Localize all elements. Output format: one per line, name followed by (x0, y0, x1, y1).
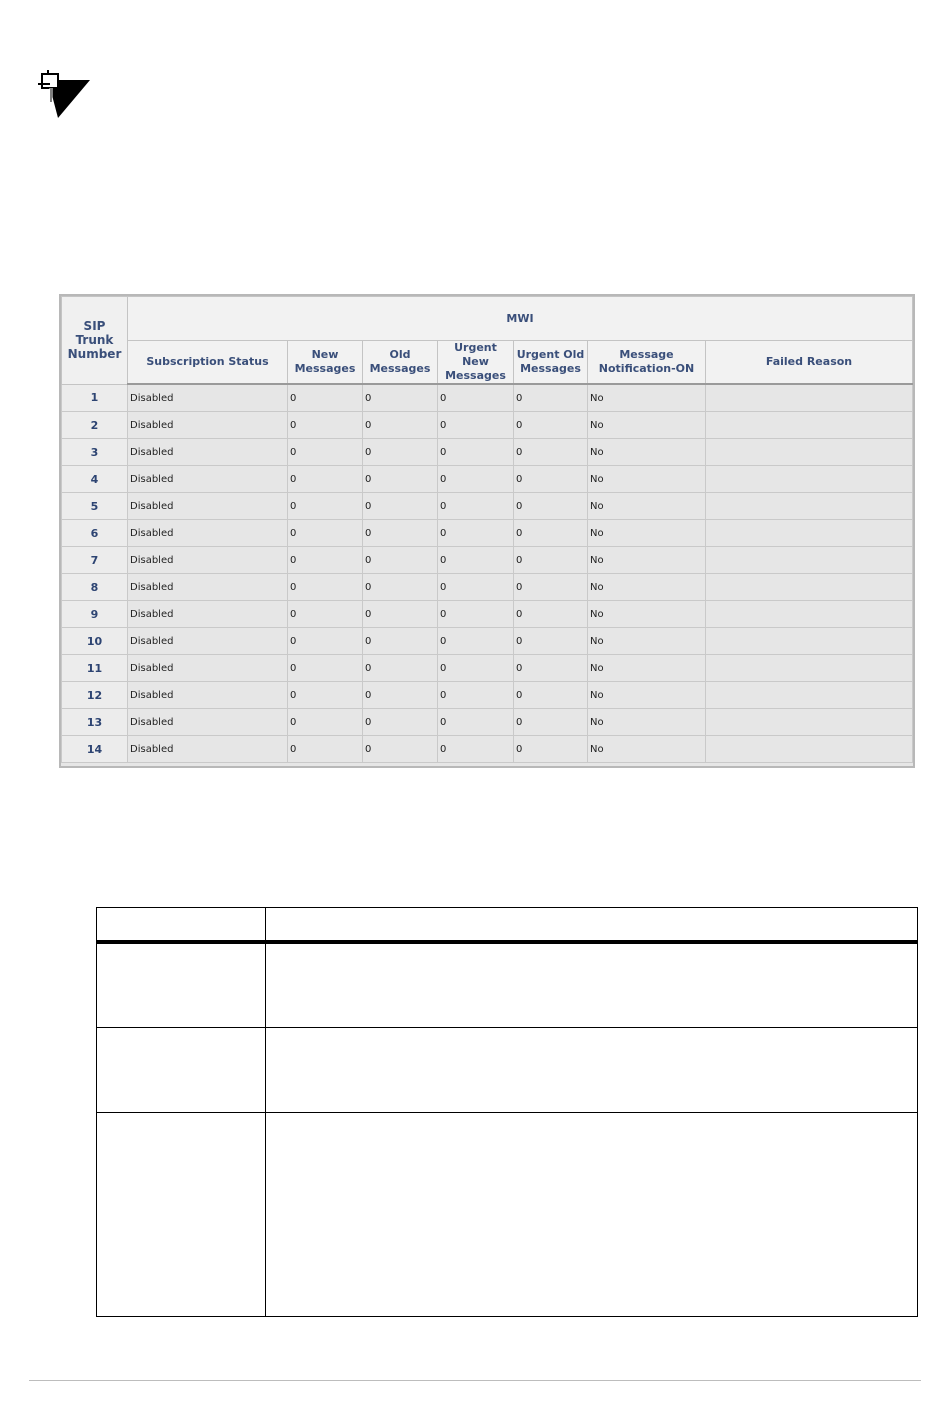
new-messages-cell: 0 (288, 601, 363, 628)
definitions-row (97, 1027, 918, 1112)
sip-trunk-number-cell: 14 (62, 736, 128, 763)
col-urgent-old-messages: Urgent Old Messages (514, 341, 588, 385)
table-row (62, 574, 913, 601)
footer-divider (29, 1380, 921, 1381)
col-message-notification-on: Message Notification-ON (588, 341, 706, 385)
message-notification-cell: No (588, 547, 706, 574)
table-row (62, 439, 913, 466)
table-row (62, 547, 913, 574)
urgent-new-messages-cell: 0 (438, 412, 514, 439)
new-messages-cell: 0 (288, 628, 363, 655)
message-notification-cell: No (588, 682, 706, 709)
failed-reason-cell (706, 682, 913, 709)
definitions-description-cell (266, 1112, 918, 1316)
urgent-old-messages-cell: 0 (514, 709, 588, 736)
failed-reason-cell (706, 736, 913, 763)
subscription-status-cell: Disabled (128, 601, 288, 628)
new-messages-cell: 0 (288, 709, 363, 736)
old-messages-cell: 0 (363, 466, 438, 493)
subscription-status-cell: Disabled (128, 736, 288, 763)
urgent-old-messages-cell: 0 (514, 547, 588, 574)
message-notification-cell: No (588, 384, 706, 412)
definitions-header-parameter (97, 908, 266, 943)
sip-trunk-number-cell: 10 (62, 628, 128, 655)
urgent-old-messages-cell: 0 (514, 493, 588, 520)
new-messages-cell: 0 (288, 384, 363, 412)
old-messages-cell: 0 (363, 682, 438, 709)
subscription-status-cell: Disabled (128, 384, 288, 412)
table-row (62, 736, 913, 763)
table-row (62, 601, 913, 628)
sip-trunk-number-cell: 4 (62, 466, 128, 493)
new-messages-cell: 0 (288, 412, 363, 439)
urgent-old-messages-cell: 0 (514, 412, 588, 439)
sip-trunk-number-cell: 9 (62, 601, 128, 628)
table-row (62, 628, 913, 655)
table-row (62, 520, 913, 547)
definitions-row (97, 942, 918, 1027)
sip-trunk-number-cell: 2 (62, 412, 128, 439)
failed-reason-cell (706, 601, 913, 628)
col-sip-trunk-number: SIP Trunk Number (62, 297, 128, 385)
table-row (62, 709, 913, 736)
old-messages-cell: 0 (363, 628, 438, 655)
sip-trunk-number-cell: 3 (62, 439, 128, 466)
failed-reason-cell (706, 628, 913, 655)
new-messages-cell: 0 (288, 574, 363, 601)
old-messages-cell: 0 (363, 384, 438, 412)
definitions-description-cell (266, 942, 918, 1027)
old-messages-cell: 0 (363, 439, 438, 466)
urgent-old-messages-cell: 0 (514, 520, 588, 547)
note-pin-icon (34, 70, 92, 120)
failed-reason-cell (706, 466, 913, 493)
message-notification-cell: No (588, 709, 706, 736)
message-notification-cell: No (588, 493, 706, 520)
mwi-status-table (61, 296, 913, 763)
subscription-status-cell: Disabled (128, 682, 288, 709)
urgent-new-messages-cell: 0 (438, 384, 514, 412)
definitions-table (96, 907, 918, 1317)
col-old-messages: Old Messages (363, 341, 438, 385)
new-messages-cell: 0 (288, 439, 363, 466)
table-row (62, 493, 913, 520)
subscription-status-cell: Disabled (128, 493, 288, 520)
definitions-description-cell (266, 1027, 918, 1112)
definitions-parameter-cell (97, 1112, 266, 1316)
urgent-new-messages-cell: 0 (438, 466, 514, 493)
old-messages-cell: 0 (363, 520, 438, 547)
mwi-status-panel (59, 294, 915, 768)
old-messages-cell: 0 (363, 547, 438, 574)
table-row (62, 384, 913, 412)
sip-trunk-number-cell: 8 (62, 574, 128, 601)
urgent-old-messages-cell: 0 (514, 384, 588, 412)
urgent-new-messages-cell: 0 (438, 574, 514, 601)
message-notification-cell: No (588, 628, 706, 655)
old-messages-cell: 0 (363, 709, 438, 736)
subscription-status-cell: Disabled (128, 709, 288, 736)
new-messages-cell: 0 (288, 547, 363, 574)
new-messages-cell: 0 (288, 736, 363, 763)
subscription-status-cell: Disabled (128, 439, 288, 466)
failed-reason-cell (706, 520, 913, 547)
col-failed-reason: Failed Reason (706, 341, 913, 385)
new-messages-cell: 0 (288, 682, 363, 709)
definitions-row (97, 1112, 918, 1316)
table-row (62, 682, 913, 709)
message-notification-cell: No (588, 466, 706, 493)
subscription-status-cell: Disabled (128, 412, 288, 439)
urgent-old-messages-cell: 0 (514, 439, 588, 466)
new-messages-cell: 0 (288, 493, 363, 520)
new-messages-cell: 0 (288, 466, 363, 493)
sip-trunk-number-cell: 1 (62, 384, 128, 412)
sip-trunk-number-cell: 12 (62, 682, 128, 709)
urgent-old-messages-cell: 0 (514, 736, 588, 763)
sip-trunk-number-cell: 5 (62, 493, 128, 520)
table-row (62, 655, 913, 682)
subscription-status-cell: Disabled (128, 655, 288, 682)
failed-reason-cell (706, 493, 913, 520)
message-notification-cell: No (588, 439, 706, 466)
message-notification-cell: No (588, 412, 706, 439)
urgent-old-messages-cell: 0 (514, 574, 588, 601)
definitions-parameter-cell (97, 942, 266, 1027)
col-new-messages: New Messages (288, 341, 363, 385)
old-messages-cell: 0 (363, 736, 438, 763)
subscription-status-cell: Disabled (128, 574, 288, 601)
col-urgent-new-messages: Urgent New Messages (438, 341, 514, 385)
urgent-old-messages-cell: 0 (514, 682, 588, 709)
message-notification-cell: No (588, 655, 706, 682)
failed-reason-cell (706, 655, 913, 682)
urgent-new-messages-cell: 0 (438, 709, 514, 736)
urgent-old-messages-cell: 0 (514, 466, 588, 493)
sip-trunk-number-cell: 11 (62, 655, 128, 682)
new-messages-cell: 0 (288, 655, 363, 682)
urgent-new-messages-cell: 0 (438, 439, 514, 466)
failed-reason-cell (706, 384, 913, 412)
message-notification-cell: No (588, 574, 706, 601)
urgent-new-messages-cell: 0 (438, 601, 514, 628)
new-messages-cell: 0 (288, 520, 363, 547)
definitions-parameter-cell (97, 1027, 266, 1112)
urgent-old-messages-cell: 0 (514, 655, 588, 682)
subscription-status-cell: Disabled (128, 628, 288, 655)
table-row (62, 412, 913, 439)
urgent-new-messages-cell: 0 (438, 655, 514, 682)
mwi-group-header: MWI (128, 297, 913, 341)
sip-trunk-number-cell: 6 (62, 520, 128, 547)
old-messages-cell: 0 (363, 493, 438, 520)
old-messages-cell: 0 (363, 574, 438, 601)
sip-trunk-number-cell: 7 (62, 547, 128, 574)
definitions-header-description (266, 908, 918, 943)
old-messages-cell: 0 (363, 655, 438, 682)
subscription-status-cell: Disabled (128, 520, 288, 547)
failed-reason-cell (706, 547, 913, 574)
urgent-new-messages-cell: 0 (438, 493, 514, 520)
table-row (62, 466, 913, 493)
urgent-new-messages-cell: 0 (438, 520, 514, 547)
definitions-header-row (97, 908, 918, 943)
urgent-new-messages-cell: 0 (438, 547, 514, 574)
urgent-new-messages-cell: 0 (438, 736, 514, 763)
old-messages-cell: 0 (363, 412, 438, 439)
urgent-old-messages-cell: 0 (514, 601, 588, 628)
failed-reason-cell (706, 412, 913, 439)
old-messages-cell: 0 (363, 601, 438, 628)
failed-reason-cell (706, 709, 913, 736)
urgent-new-messages-cell: 0 (438, 682, 514, 709)
subscription-status-cell: Disabled (128, 466, 288, 493)
subscription-status-cell: Disabled (128, 547, 288, 574)
sip-trunk-number-cell: 13 (62, 709, 128, 736)
message-notification-cell: No (588, 520, 706, 547)
message-notification-cell: No (588, 601, 706, 628)
failed-reason-cell (706, 574, 913, 601)
message-notification-cell: No (588, 736, 706, 763)
failed-reason-cell (706, 439, 913, 466)
col-subscription-status: Subscription Status (128, 341, 288, 385)
urgent-new-messages-cell: 0 (438, 628, 514, 655)
urgent-old-messages-cell: 0 (514, 628, 588, 655)
